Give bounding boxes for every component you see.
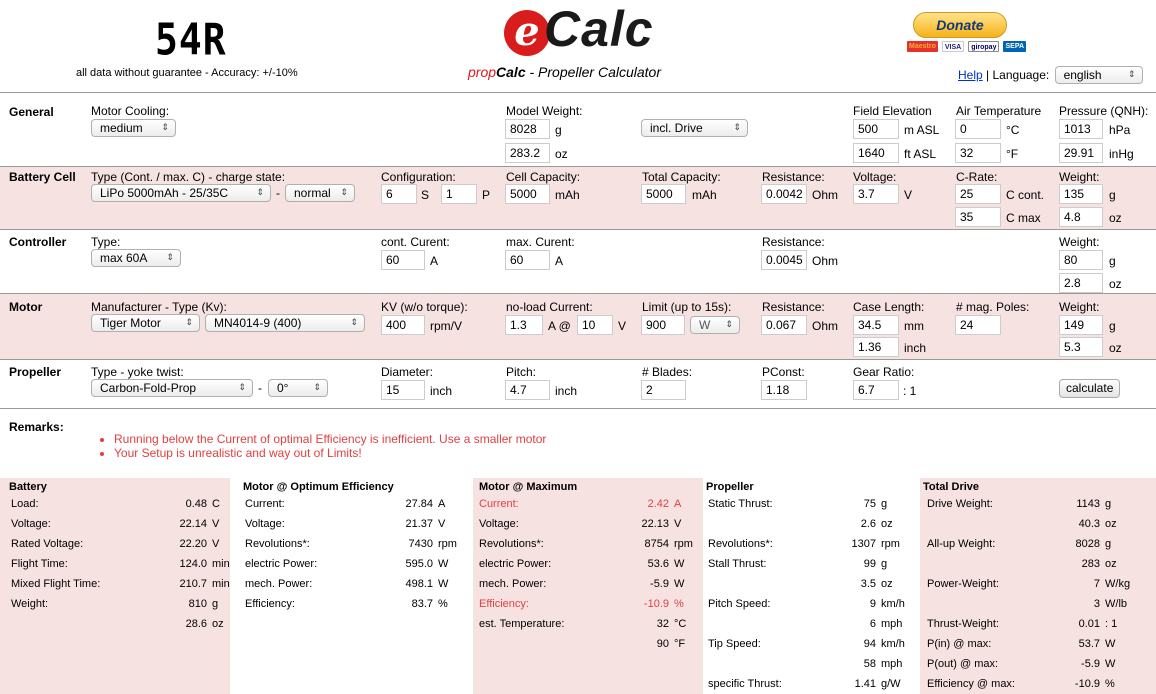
result-unit: mph <box>881 658 903 670</box>
yoke-twist-select[interactable]: 0° ⇕ <box>268 379 328 397</box>
battery-resistance-label: Resistance: <box>762 170 825 184</box>
gear-ratio-label: Gear Ratio: <box>853 365 915 379</box>
result-value: 9 <box>869 598 876 610</box>
unit-g: g <box>555 123 562 137</box>
select-arrows-icon: ⇕ <box>340 187 348 197</box>
result-label: Pitch Speed: <box>708 598 771 610</box>
result-value: 0.01 <box>1078 618 1100 630</box>
result-value: 3.5 <box>860 578 876 590</box>
air-temp-c-input[interactable]: 0 <box>955 119 1001 139</box>
select-arrows-icon: ⇕ <box>238 382 246 392</box>
result-unit: oz <box>1105 558 1117 570</box>
result-label: Current: <box>479 498 519 510</box>
result-label: P(in) @ max: <box>927 638 992 650</box>
results-optimum <box>230 478 473 694</box>
calculate-button[interactable]: calculate <box>1059 379 1120 398</box>
result-value: 210.7 <box>179 578 207 590</box>
result-unit: g <box>1105 538 1112 550</box>
result-value: 22.20 <box>179 538 207 550</box>
result-label: Efficiency: <box>479 598 529 610</box>
result-value: -10.9 <box>1074 678 1100 690</box>
result-label: Mixed Flight Time: <box>11 578 101 590</box>
cont-current-input[interactable]: 60 <box>381 250 425 270</box>
case-length-mm-input[interactable]: 34.5 <box>853 315 899 335</box>
case-length-label: Case Length: <box>853 300 925 314</box>
result-unit: W <box>674 558 685 570</box>
noload-current-label: no-load Current: <box>506 300 593 314</box>
result-label: Tip Speed: <box>708 638 761 650</box>
motor-cooling-label: Motor Cooling: <box>91 104 170 118</box>
results-battery-title: Battery <box>9 481 47 493</box>
motor-section: Motor Manufacturer - Type (Kv): Tiger Motor ⇕ MN4014-9 (400) ⇕ KV (w/o torque): 400 rpm/V no-load Current: 1.3 A @ 10 V Limit (up to 15s): 900 W ⇕ Resistance: 0.067 Ohm Case Length: 34.5 mm 1.36 inch # mag. Poles: 24 Weight: 149 g 5.3 oz <box>0 294 1156 360</box>
unit-hpa: hPa <box>1109 123 1131 137</box>
result-value: 3 <box>1093 598 1100 610</box>
battery-weight-g-input[interactable]: 135 <box>1059 184 1103 204</box>
language-label: Language: <box>992 68 1050 82</box>
result-unit: rpm <box>674 538 693 550</box>
visa-card-icon: VISA <box>942 41 964 52</box>
results-total <box>920 478 1156 694</box>
select-arrows-icon: ⇕ <box>185 317 193 327</box>
model-weight-oz-input[interactable]: 283.2 <box>505 143 550 163</box>
general-title: General <box>9 105 54 119</box>
limit-input[interactable]: 900 <box>641 315 685 335</box>
blades-label: # Blades: <box>642 365 693 379</box>
result-value: 6 <box>869 618 876 630</box>
controller-type-label: Type: <box>91 235 121 249</box>
result-value: 1143 <box>1076 498 1100 510</box>
propeller-type-label: Type - yoke twist: <box>91 365 184 379</box>
result-value: -5.9 <box>650 578 669 590</box>
air-temp-f-input[interactable]: 32 <box>955 143 1001 163</box>
result-unit: g <box>1105 498 1112 510</box>
result-label: Voltage: <box>245 518 285 530</box>
result-value: 283 <box>1081 558 1100 570</box>
results-maximum-title: Motor @ Maximum <box>479 481 578 493</box>
donate-button[interactable]: Donate <box>913 12 1007 38</box>
result-label: All-up Weight: <box>927 538 996 550</box>
result-unit: % <box>674 598 684 610</box>
battery-type-select[interactable]: LiPo 5000mAh - 25/35C ⇕ <box>91 184 271 202</box>
result-label: Rated Voltage: <box>11 538 84 550</box>
result-value: 124.0 <box>179 558 207 570</box>
result-value: 53.6 <box>647 558 669 570</box>
cont-current-label: cont. Curent: <box>381 235 450 249</box>
result-unit: g <box>212 598 219 610</box>
battery-voltage-label: Voltage: <box>853 170 897 184</box>
max-current-label: max. Curent: <box>506 235 575 249</box>
battery-title: Battery Cell <box>9 170 76 184</box>
result-value: 498.1 <box>405 578 433 590</box>
result-label: Static Thrust: <box>708 498 773 510</box>
results-maximum <box>473 478 703 694</box>
controller-resistance-label: Resistance: <box>762 235 825 249</box>
result-value: 22.14 <box>179 518 207 530</box>
result-unit: A <box>438 498 446 510</box>
result-unit: C <box>212 498 220 510</box>
battery-section: Battery Cell Type (Cont. / max. C) - charge state: LiPo 5000mAh - 25/35C ⇕ - normal ⇕ Configuration: 6 S 1 P Cell Capacity: 5000 mAh Total Capacity: 5000 mAh Resistance: 0.0042 Ohm Voltage: 3.7 V C-Rate: 25 C cont. 35 C max Weight: 135 g 4.8 oz <box>0 167 1156 230</box>
remark-item: • Running below the Current of optimal Efficiency is inefficient. Use a smaller motor <box>114 432 546 446</box>
mag-poles-label: # mag. Poles: <box>956 300 1030 314</box>
result-value: 1.41 <box>854 678 876 690</box>
result-value: 28.6 <box>185 618 207 630</box>
result-label: mech. Power: <box>245 578 313 590</box>
propeller-type-select[interactable]: Carbon-Fold-Prop ⇕ <box>91 379 253 397</box>
controller-type-select[interactable]: max 60A ⇕ <box>91 249 181 267</box>
result-label: Efficiency: <box>245 598 295 610</box>
result-value: 8028 <box>1075 538 1100 550</box>
result-label: Revolutions*: <box>245 538 310 550</box>
logo-calc-text: Calc <box>544 1 654 57</box>
battery-weight-label: Weight: <box>1059 170 1100 184</box>
visitor-counter: 54R <box>155 14 227 65</box>
result-unit: V <box>674 518 682 530</box>
limit-label: Limit (up to 15s): <box>642 300 732 314</box>
result-value: 32 <box>656 618 669 630</box>
result-unit: A <box>674 498 682 510</box>
controller-title: Controller <box>9 235 67 249</box>
mag-poles-input[interactable]: 24 <box>955 315 1001 335</box>
propeller-section: Propeller Type - yoke twist: Carbon-Fold-Prop ⇕ - 0° ⇕ Diameter: 15 inch Pitch: 4.7 inch # Blades: 2 PConst: 1.18 Gear Ratio: 6.7 : 1 calculate <box>0 360 1156 409</box>
result-unit: mph <box>881 618 903 630</box>
result-value: 90 <box>656 638 669 650</box>
result-label: Efficiency @ max: <box>927 678 1015 690</box>
result-value: 595.0 <box>405 558 433 570</box>
model-weight-label: Model Weight: <box>506 104 583 118</box>
result-label: specific Thrust: <box>708 678 782 690</box>
result-label: Voltage: <box>479 518 519 530</box>
pitch-label: Pitch: <box>506 365 537 379</box>
manufacturer-select[interactable]: Tiger Motor ⇕ <box>91 314 200 332</box>
result-value: -10.9 <box>643 598 669 610</box>
result-label: electric Power: <box>479 558 552 570</box>
max-current-input[interactable]: 60 <box>505 250 550 270</box>
select-arrows-icon: ⇕ <box>256 187 264 197</box>
result-value: -5.9 <box>1081 658 1100 670</box>
diameter-label: Diameter: <box>381 365 434 379</box>
result-label: Thrust-Weight: <box>927 618 999 630</box>
select-arrows-icon: ⇕ <box>1128 69 1136 79</box>
motor-weight-g-input[interactable]: 149 <box>1059 315 1103 335</box>
result-label: Current: <box>245 498 285 510</box>
pitch-input[interactable]: 4.7 <box>505 380 550 400</box>
result-label: Power-Weight: <box>927 578 999 590</box>
result-unit: oz <box>1105 518 1117 530</box>
gear-ratio-input[interactable]: 6.7 <box>853 380 899 400</box>
result-unit: : 1 <box>1105 618 1118 630</box>
result-label: electric Power: <box>245 558 318 570</box>
result-value: 22.13 <box>641 518 669 530</box>
pressure-inhg-input[interactable]: 29.91 <box>1059 143 1103 163</box>
result-value: 27.84 <box>405 498 433 510</box>
result-unit: rpm <box>438 538 457 550</box>
battery-voltage-input[interactable]: 3.7 <box>853 184 899 204</box>
result-value: 53.7 <box>1078 638 1100 650</box>
c-cont-input[interactable]: 25 <box>955 184 1001 204</box>
result-label: Revolutions*: <box>708 538 773 550</box>
sepa-icon: SEPA <box>1005 43 1025 50</box>
result-unit: W <box>438 558 449 570</box>
motor-cooling-select[interactable]: medium ⇕ <box>91 119 176 137</box>
result-unit: g <box>881 498 888 510</box>
controller-section: Controller Type: max 60A ⇕ cont. Curent: 60 A max. Curent: 60 A Resistance: 0.0045 Ohm Weight: 80 g 2.8 oz <box>0 230 1156 294</box>
result-unit: W <box>438 578 449 590</box>
ecalc-logo[interactable] <box>500 1 660 62</box>
result-label: P(out) @ max: <box>927 658 999 670</box>
results-total-title: Total Drive <box>923 481 980 493</box>
noload-voltage-input[interactable]: 10 <box>577 315 613 335</box>
result-value: 2.42 <box>647 498 669 510</box>
total-capacity-label: Total Capacity: <box>642 170 721 184</box>
result-unit: V <box>212 518 220 530</box>
result-value: 7430 <box>408 538 433 550</box>
result-unit: min <box>212 558 230 570</box>
results-battery <box>0 478 230 694</box>
motor-model-select[interactable]: MN4014-9 (400) ⇕ <box>205 314 365 332</box>
series-input[interactable]: 6 <box>381 184 417 204</box>
result-value: 0.48 <box>185 498 207 510</box>
result-unit: % <box>438 598 448 610</box>
pconst-label: PConst: <box>762 365 805 379</box>
select-arrows-icon: ⇕ <box>733 122 741 132</box>
result-unit: V <box>438 518 446 530</box>
case-length-inch-input[interactable]: 1.36 <box>853 337 899 357</box>
motor-weight-oz-input[interactable]: 5.3 <box>1059 337 1103 357</box>
select-arrows-icon: ⇕ <box>350 317 358 327</box>
result-value: 58 <box>863 658 876 670</box>
result-value: 7 <box>1093 578 1100 590</box>
remarks-title: Remarks: <box>9 420 64 434</box>
motor-resistance-input[interactable]: 0.067 <box>761 315 807 335</box>
diameter-input[interactable]: 15 <box>381 380 425 400</box>
result-value: 2.6 <box>860 518 876 530</box>
unit-celsius: °C <box>1006 123 1020 137</box>
select-arrows-icon: ⇕ <box>161 122 169 132</box>
field-elevation-m-input[interactable]: 500 <box>853 119 899 139</box>
result-unit: W <box>1105 638 1116 650</box>
air-temperature-label: Air Temperature <box>956 104 1042 118</box>
motor-title: Motor <box>9 300 43 314</box>
general-section <box>0 93 1156 167</box>
kv-label: KV (w/o torque): <box>381 300 468 314</box>
model-weight-g-input[interactable]: 8028 <box>505 119 550 139</box>
language-select[interactable]: english ⇕ <box>1055 66 1143 84</box>
result-unit: W/lb <box>1105 598 1127 610</box>
result-unit: oz <box>212 618 224 630</box>
result-label: Revolutions*: <box>479 538 544 550</box>
remarks-list <box>100 432 546 460</box>
result-value: 99 <box>863 558 876 570</box>
battery-resistance-input[interactable]: 0.0042 <box>761 184 807 204</box>
payment-cards <box>907 41 1026 52</box>
result-value: 40.3 <box>1078 518 1100 530</box>
result-unit: km/h <box>881 638 905 650</box>
weight-mode-select[interactable]: incl. Drive ⇕ <box>641 119 748 137</box>
result-label: Load: <box>11 498 39 510</box>
results-propeller <box>703 478 920 694</box>
controller-weight-label: Weight: <box>1059 235 1100 249</box>
result-unit: g <box>881 558 888 570</box>
result-value: 83.7 <box>411 598 433 610</box>
result-unit: min <box>212 578 230 590</box>
motor-resistance-label: Resistance: <box>762 300 825 314</box>
unit-fahrenheit: °F <box>1006 147 1019 161</box>
result-label: mech. Power: <box>479 578 547 590</box>
controller-weight-oz-input[interactable]: 2.8 <box>1059 273 1103 293</box>
header-links: Help | Language: english ⇕ <box>958 66 1143 84</box>
result-unit: W/kg <box>1105 578 1131 590</box>
select-arrows-icon: ⇕ <box>725 319 733 329</box>
pconst-input[interactable]: 1.18 <box>761 380 807 400</box>
pressure-label: Pressure (QNH): <box>1059 104 1149 118</box>
result-value: 8754 <box>644 538 669 550</box>
noload-current-input[interactable]: 1.3 <box>505 315 543 335</box>
result-value: 810 <box>188 598 207 610</box>
result-unit: W <box>1105 658 1116 670</box>
configuration-label: Configuration: <box>381 170 456 184</box>
page-subtitle: propCalc - Propeller Calculator <box>468 64 661 80</box>
manufacturer-label: Manufacturer - Type (Kv): <box>91 300 227 314</box>
charge-state-select[interactable]: normal ⇕ <box>285 184 355 202</box>
result-unit: °F <box>674 638 686 650</box>
header <box>0 0 1156 93</box>
result-unit: oz <box>881 578 893 590</box>
result-label: Voltage: <box>11 518 51 530</box>
result-unit: °C <box>674 618 687 630</box>
result-value: 94 <box>863 638 876 650</box>
unit-oz: oz <box>555 147 568 161</box>
result-unit: % <box>1105 678 1115 690</box>
cell-capacity-input[interactable]: 5000 <box>505 184 550 204</box>
result-unit: rpm <box>881 538 900 550</box>
result-label: Stall Thrust: <box>708 558 767 570</box>
result-label: Weight: <box>11 598 49 610</box>
maestro-card-icon: Maestro <box>909 43 936 50</box>
result-label: Drive Weight: <box>927 498 993 510</box>
result-unit: g/W <box>881 678 901 690</box>
blades-input[interactable]: 2 <box>641 380 686 400</box>
result-label: Flight Time: <box>11 558 68 570</box>
kv-input[interactable]: 400 <box>381 315 425 335</box>
parallel-input[interactable]: 1 <box>441 184 477 204</box>
result-value: 1307 <box>851 538 876 550</box>
result-unit: W <box>674 578 685 590</box>
giropay-icon: giropay <box>968 41 999 52</box>
result-value: 21.37 <box>405 518 433 530</box>
logo-e-mark: e <box>504 10 550 56</box>
select-arrows-icon: ⇕ <box>313 382 321 392</box>
c-max-input[interactable]: 35 <box>955 207 1001 227</box>
results-propeller-title: Propeller <box>706 481 754 493</box>
cell-capacity-label: Cell Capacity: <box>506 170 581 184</box>
help-link[interactable]: Help <box>958 68 983 82</box>
field-elevation-ft-input[interactable]: 1640 <box>853 143 899 163</box>
remark-item: • Your Setup is unrealistic and way out of Limits! <box>114 446 546 460</box>
field-elevation-label: Field Elevation <box>853 104 932 118</box>
results-optimum-title: Motor @ Optimum Efficiency <box>243 481 394 493</box>
battery-type-label: Type (Cont. / max. C) - charge state: <box>91 170 286 184</box>
result-label: est. Temperature: <box>479 618 565 630</box>
disclaimer: all data without guarantee - Accuracy: +/-10% <box>76 67 298 79</box>
total-capacity-input[interactable]: 5000 <box>641 184 686 204</box>
limit-unit-select[interactable]: W ⇕ <box>690 316 740 334</box>
unit-inhg: inHg <box>1109 147 1134 161</box>
pressure-hpa-input[interactable]: 1013 <box>1059 119 1103 139</box>
result-unit: km/h <box>881 598 905 610</box>
battery-weight-oz-input[interactable]: 4.8 <box>1059 207 1103 227</box>
select-arrows-icon: ⇕ <box>166 252 174 262</box>
controller-resistance-input[interactable]: 0.0045 <box>761 250 807 270</box>
unit-m-asl: m ASL <box>904 123 940 137</box>
propeller-title: Propeller <box>9 365 62 379</box>
motor-weight-label: Weight: <box>1059 300 1100 314</box>
result-unit: V <box>212 538 220 550</box>
c-rate-label: C-Rate: <box>956 170 998 184</box>
controller-weight-g-input[interactable]: 80 <box>1059 250 1103 270</box>
unit-ft-asl: ft ASL <box>904 147 937 161</box>
result-value: 75 <box>863 498 876 510</box>
result-unit: oz <box>881 518 893 530</box>
